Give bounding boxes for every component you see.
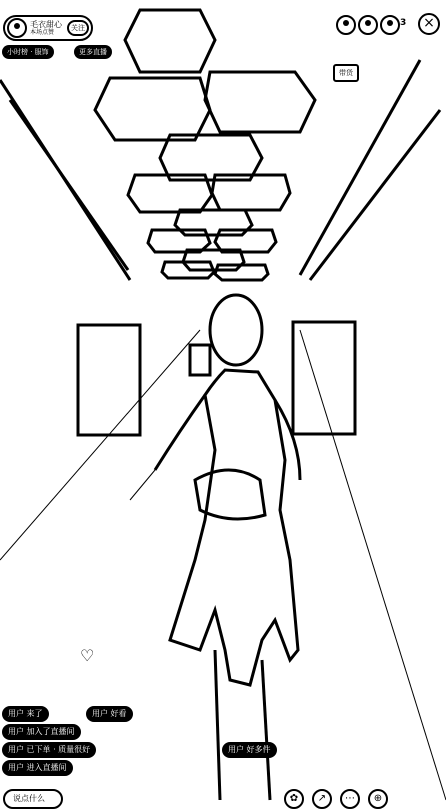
comment-user: 用户 <box>92 709 108 718</box>
figure-bag <box>195 470 265 519</box>
comment-text: 来了 <box>26 709 43 718</box>
host-name: 毛衣甜心 <box>30 20 62 29</box>
hex-light <box>125 10 215 72</box>
comment-user: 用户 <box>8 709 24 718</box>
comment-item <box>2 706 49 722</box>
hex-light <box>205 72 315 132</box>
viewer-avatar[interactable] <box>358 15 378 35</box>
figure-hand <box>130 470 155 500</box>
right-rail-line-inner <box>310 110 440 280</box>
hex-light <box>95 78 210 140</box>
viewer-avatar[interactable] <box>336 15 356 35</box>
comment-item <box>2 742 96 758</box>
hex-light <box>160 135 262 180</box>
share-icon[interactable]: ↗ <box>312 789 332 809</box>
hex-light <box>215 265 268 280</box>
comment-input[interactable]: 说点什么 <box>3 789 63 809</box>
host-likes: 本场点赞 <box>30 29 55 36</box>
more-icon[interactable]: ⋯ <box>340 789 360 809</box>
comment-user: 用户 <box>8 763 24 772</box>
viewer-count[interactable]: 3 <box>400 18 407 28</box>
figure-head <box>210 295 262 365</box>
comment-user: 用户 <box>228 745 244 754</box>
comment-text: 好多件 <box>246 745 271 754</box>
comment-user: 用户 <box>8 727 24 736</box>
figure-arm-right <box>275 400 300 480</box>
close-icon[interactable]: × <box>418 13 440 35</box>
follow-button[interactable]: 关注 <box>67 20 89 36</box>
comment-item <box>222 742 277 758</box>
hourly-rank-chip[interactable]: 小时榜 · 服饰 <box>2 45 54 59</box>
comment-text: 好看 <box>110 709 127 718</box>
comment-user: 用户 <box>8 745 24 754</box>
comment-text: 进入直播间 <box>26 763 67 772</box>
right-rail-line <box>300 60 420 275</box>
viewer-avatar[interactable] <box>380 15 400 35</box>
more-live-chip[interactable]: 更多直播 <box>74 45 112 59</box>
viewer-avatars[interactable] <box>336 15 400 35</box>
gift-icon[interactable]: ✿ <box>284 789 304 809</box>
wall-frame-small <box>190 345 210 375</box>
bottom-bar <box>0 788 446 810</box>
left-rail-line-inner <box>10 100 128 270</box>
comment-item <box>86 706 133 722</box>
comment-item <box>2 760 73 776</box>
comment-item <box>2 724 81 740</box>
figure-leg-right <box>262 660 270 800</box>
cart-icon[interactable]: ⊕ <box>368 789 388 809</box>
rank-badge[interactable]: 带货 <box>333 64 359 82</box>
floor-line-right <box>300 330 446 800</box>
comment-text: 已下单 · 质量很好 <box>26 745 91 754</box>
host-info-pill[interactable] <box>3 15 93 41</box>
host-text-group <box>27 20 62 36</box>
figure-arm-left <box>155 395 205 470</box>
figure-leg-left <box>215 650 220 800</box>
host-avatar[interactable] <box>7 18 27 38</box>
comment-text: 加入了直播间 <box>26 727 75 736</box>
wall-frame-left <box>78 325 140 435</box>
heart-icon[interactable]: ♡ <box>80 646 95 665</box>
